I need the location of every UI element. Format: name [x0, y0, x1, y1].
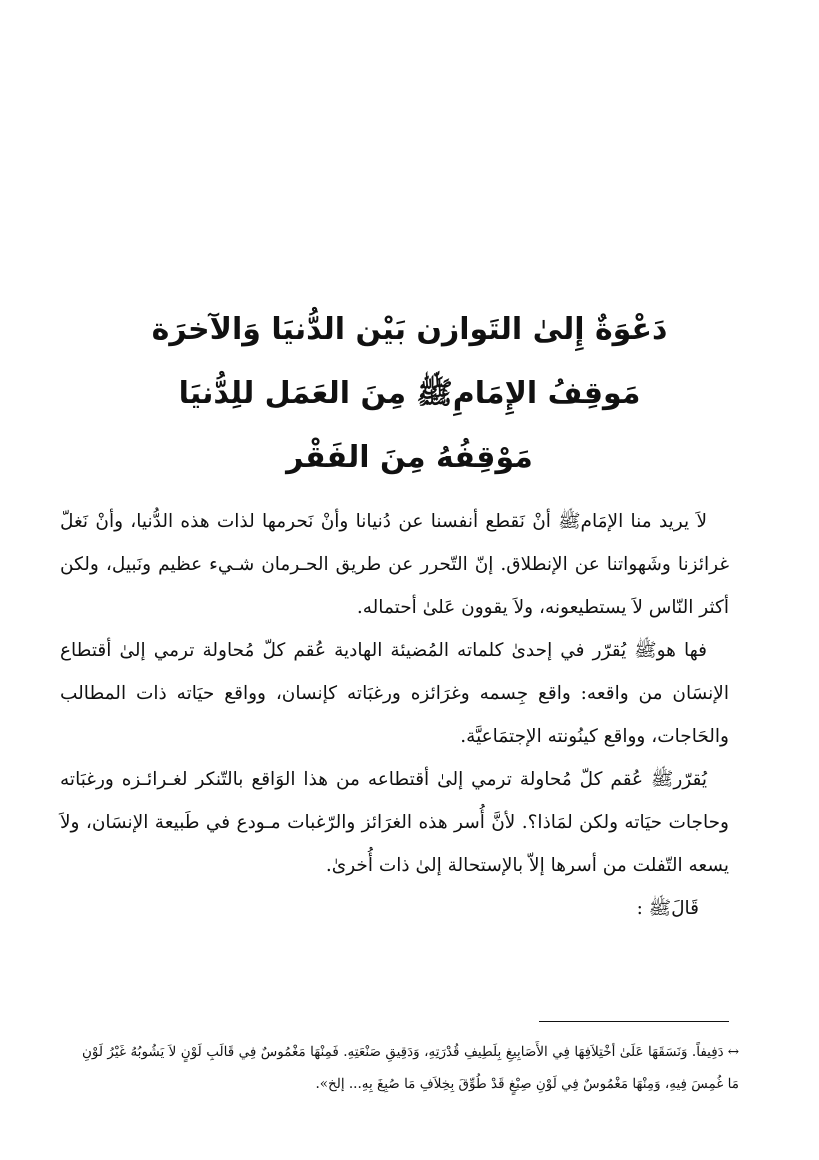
- footnote-continuation-marker: ↔: [727, 1044, 739, 1060]
- footnote-text: دَفِيفاً. وَنَسَقَهَا عَلَىٰ أخْتِلاَفِهَا فِي الأَصَابِيغِ بِلَطِيفِ قُدْرَتِهِ، وَدَقِيقِ صَنْعَتِهِ. فَمِنْهَا مَغْمُوسٌ فِي قَالَبِ لَوْنٍ لاَ يَشُوبُهُ غَيْرُ لَوْنِ مَا غُمِسَ فِيهِ، وَمِنْهَا مَغْمُوسٌ فِي لَوْنِ صِبْغٍ قَدْ طُوِّقَ بِخِلاَفِ مَا صُبِغَ بِهِ... إلخ».: [82, 1044, 739, 1092]
- footnote-divider: [539, 1021, 729, 1022]
- chapter-headings: [60, 298, 759, 490]
- quote-intro: قَالَﷺ :: [636, 898, 699, 919]
- chapter-heading-3: مَوْقِفُهُ مِنَ الفَقْر: [286, 440, 533, 475]
- body-text: [60, 500, 729, 930]
- paragraph-3: يُقرّرﷺ عُقم كلّ مُحاولة ترمي إلىٰ أقتطاعه من هذا الوَاقع بالتّنكر لغـرائـزه ورغبَاته وحاجات حيَاته ولكن لمَاذا؟. لأنَّ أُسر هذه الغرَائز والرّغبات مـودع في طَبيعة الإنسَان، ولاَ يسعه التّفلت من أسرها إلاّ بالإستحالة إلىٰ ذات أُخرىٰ.: [60, 769, 729, 876]
- footnote: [82, 1036, 739, 1100]
- chapter-heading-1: دَعْوَةٌ إِلىٰ التَوازن بَيْن الدُّنيَا وَالآخرَة: [151, 312, 668, 347]
- paragraph-1: لاَ يريد منا الإمَامﷺ أنْ نَقطع أنفسنا عن دُنيانا وأنْ نَحرمها لذات هذه الدُّنيا، وأنْ نَغلّ غرائزنا وشَهواتنا عن الإنطلاق. إنّ التّحرر عن طريق الحـرمان شـيء عظيم ونَبيل، ولكن أكثر النّاس لاَ يستطيعونه، ولاَ يقوون عَلىٰ أحتماله.: [60, 511, 729, 618]
- chapter-heading-2: مَوقِفُ الإِمَامِﷺ مِنَ العَمَل للِدُّنيَا: [178, 376, 641, 411]
- paragraph-2: فها هوﷺ يُقرّر في إحدىٰ كلماته المُضيئة الهادية عُقم كلّ مُحاولة ترمي إلىٰ أقتطاع الإنسَان من واقعه: واقع جِسمه وغرَائزه ورغبَاته كإنسان، وواقع حيَاته ذات المطالب والحَاجات، وواقع كينُونته الإجتمَاعيَّة.: [60, 640, 729, 747]
